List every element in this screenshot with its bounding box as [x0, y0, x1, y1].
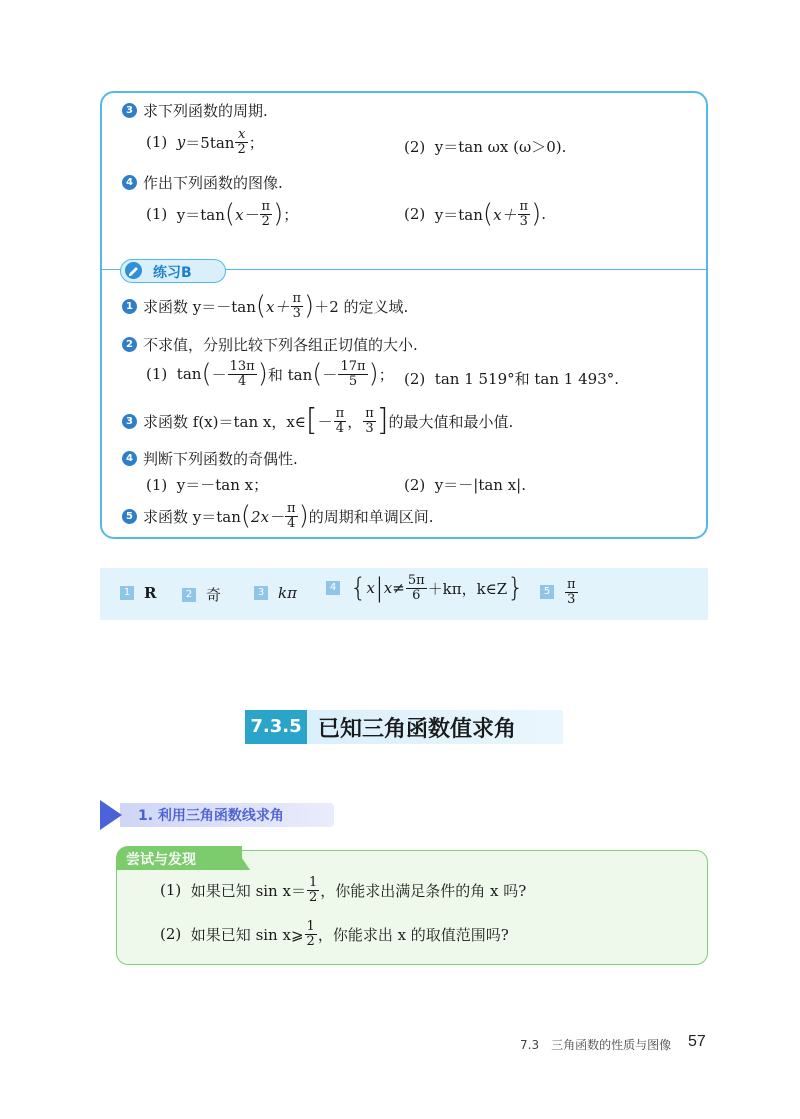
- question-number-badge: 2: [122, 337, 137, 352]
- question-text: 求下列函数的周期.: [143, 102, 268, 120]
- math-text: 如果已知 sin x＝: [190, 881, 306, 900]
- fraction: $\frac{\pi}{2}$: [261, 199, 271, 229]
- math-text: 求函数 y＝tan: [143, 507, 241, 526]
- fraction: $\frac{x}{2}$: [237, 127, 246, 157]
- math-text: tan 1 519°和 tan 1 493°.: [434, 370, 620, 388]
- practice-b-4-part-2: [404, 474, 526, 495]
- practice-b-label: 练习B: [153, 265, 192, 281]
- practice-b-4-part-1: [146, 474, 268, 495]
- exercise-4: [122, 172, 283, 193]
- exercise-3: [122, 100, 268, 121]
- page-number: 57: [688, 1033, 706, 1050]
- section-title: 已知三角函数值求角: [318, 717, 517, 742]
- exercise-4-part-2: (2) y＝tan ( x＋ $\frac{\pi}{3}$ ) .: [404, 199, 547, 230]
- practice-b-4: [122, 448, 298, 469]
- answer-1: [120, 584, 156, 602]
- math-text: x≠: [383, 579, 405, 598]
- practice-b-tab: [120, 259, 226, 283]
- subsection-banner: [100, 800, 336, 830]
- exercise-3-part-1: [146, 128, 264, 156]
- practice-b-3: 3 求函数 f(x)＝tan x，x∈ [ － $\frac{\pi}{4}$ ， $\frac{\pi}{3}$ ] 的最大值和最小值.: [122, 406, 513, 436]
- part-label: (2): [404, 475, 426, 494]
- math-var: x＋: [493, 205, 517, 224]
- subsection-title: 1. 利用三角函数线求角: [138, 808, 284, 824]
- fraction: $\frac{\pi}{3}$: [365, 405, 374, 436]
- part-label: (1): [146, 205, 168, 224]
- answer-text: kπ: [278, 584, 297, 602]
- answer-number-badge: 5: [540, 585, 554, 599]
- math-text: y＝tan: [176, 205, 225, 224]
- fraction: $\frac{17\pi}{5}$: [340, 359, 366, 389]
- question-number-badge: 4: [122, 451, 137, 466]
- answer-5: [540, 578, 579, 606]
- math-text: ＝5tan: [185, 133, 235, 152]
- question-text: 作出下列函数的图像.: [143, 174, 283, 192]
- part-label: (2): [404, 369, 426, 388]
- math-text: 求函数 f(x)＝tan x，x∈: [143, 412, 306, 431]
- footer-section: 7.3 三角函数的性质与图像: [520, 1038, 672, 1052]
- answer-number-badge: 1: [120, 586, 134, 600]
- try-question-2: [160, 920, 509, 948]
- question-text: 不求值，分别比较下列各组正切值的大小.: [143, 336, 418, 354]
- answer-text: R: [144, 584, 157, 602]
- answer-text: 奇: [206, 586, 222, 604]
- math-text: y＝－tan x；: [176, 476, 269, 494]
- section-number: 7.3.5: [245, 710, 307, 744]
- answer-number-badge: 2: [182, 588, 196, 602]
- fraction: $\frac{\pi}{3}$: [567, 577, 576, 607]
- fraction: $\frac{\pi}{4}$: [335, 405, 345, 436]
- question-number-badge: 5: [122, 509, 137, 524]
- math-text: ＋2 的定义域.: [314, 297, 409, 316]
- math-text: .: [541, 205, 547, 224]
- math-text: 的最大值和最小值.: [388, 412, 514, 431]
- question-number-badge: 3: [122, 414, 137, 429]
- try-discover-tab: [116, 846, 256, 870]
- math-text: y＝tan: [434, 205, 483, 224]
- math-var: x－: [235, 205, 259, 224]
- math-var: y: [176, 133, 186, 152]
- question-number-badge: 1: [122, 299, 137, 314]
- math-text: ；: [248, 133, 264, 152]
- pencil-icon: [125, 262, 142, 279]
- math-text: ；: [283, 205, 299, 224]
- part-label: (2): [404, 137, 426, 156]
- math-text: ＋kπ，k∈Z: [427, 579, 508, 598]
- part-label: (1): [146, 133, 168, 152]
- fraction: $\frac{\pi}{3}$: [292, 291, 302, 321]
- question-number-badge: 4: [122, 175, 137, 190]
- part-label: (2): [160, 925, 182, 944]
- triangle-arrow-icon: [100, 800, 122, 830]
- math-var: 2x－: [251, 507, 285, 526]
- practice-b-2: [122, 334, 418, 355]
- math-text: ，: [347, 412, 363, 431]
- practice-b-2-part-2: [404, 368, 619, 389]
- fraction: $\frac{1}{2}$: [308, 875, 318, 905]
- math-var: x＋: [266, 297, 290, 316]
- fraction: $\frac{13\pi}{4}$: [229, 359, 255, 389]
- part-label: (1): [160, 881, 182, 900]
- math-text: 如果已知 sin x⩾: [190, 925, 304, 944]
- practice-b-1: 1 求函数 y＝－tan ( x＋ $\frac{\pi}{3}$ ) ＋2 的定义域.: [122, 292, 408, 320]
- math-var: x: [366, 579, 376, 598]
- try-discover-label: 尝试与发现: [126, 852, 196, 868]
- answer-4: 4 { x | x≠ $\frac{5\pi}{6}$ ＋kπ，k∈Z }: [326, 574, 524, 602]
- math-text: 求函数 y＝－tan: [143, 297, 256, 316]
- math-text: ，你能求出满足条件的角 x 吗?: [320, 881, 527, 900]
- fraction: $\frac{\pi}{4}$: [287, 501, 296, 531]
- answer-number-badge: 4: [326, 581, 340, 595]
- math-text: －: [211, 365, 227, 384]
- part-label: (1): [146, 475, 168, 494]
- math-text: 的周期和单调区间.: [308, 507, 434, 526]
- math-text: 和 tan: [267, 365, 313, 384]
- answer-number-badge: 3: [254, 586, 268, 600]
- math-text: －: [317, 412, 333, 431]
- fraction: $\frac{5\pi}{6}$: [407, 573, 425, 603]
- try-question-1: [160, 876, 526, 904]
- math-text: tan: [176, 365, 202, 384]
- exercise-3-part-2: [404, 136, 566, 157]
- math-text: y＝－|tan x|.: [434, 476, 527, 494]
- practice-b-2-part-1: (1) tan ( － $\frac{13\pi}{4}$ ) 和 tan ( － $\frac{17\pi}{5}$ ) ；: [146, 359, 394, 390]
- fraction: $\frac{\pi}{3}$: [519, 199, 529, 229]
- math-text: ；: [378, 365, 394, 384]
- question-text: 判断下列函数的奇偶性.: [143, 450, 298, 468]
- practice-b-5: 5 求函数 y＝tan ( 2x－ $\frac{\pi}{4}$ ) 的周期和单调区间.: [122, 502, 434, 530]
- math-text: －: [322, 365, 338, 384]
- math-text: y＝tan ωx (ω＞0).: [434, 138, 567, 156]
- fraction: $\frac{1}{2}$: [306, 919, 315, 949]
- math-text: ，你能求出 x 的取值范围吗?: [317, 925, 509, 944]
- answer-3: [254, 584, 297, 602]
- question-number-badge: 3: [122, 103, 137, 118]
- part-label: (2): [404, 205, 426, 224]
- part-label: (1): [146, 365, 168, 384]
- exercise-4-part-1: (1) y＝tan ( x－ $\frac{\pi}{2}$ ) ；: [146, 199, 299, 230]
- answer-2: [182, 584, 221, 605]
